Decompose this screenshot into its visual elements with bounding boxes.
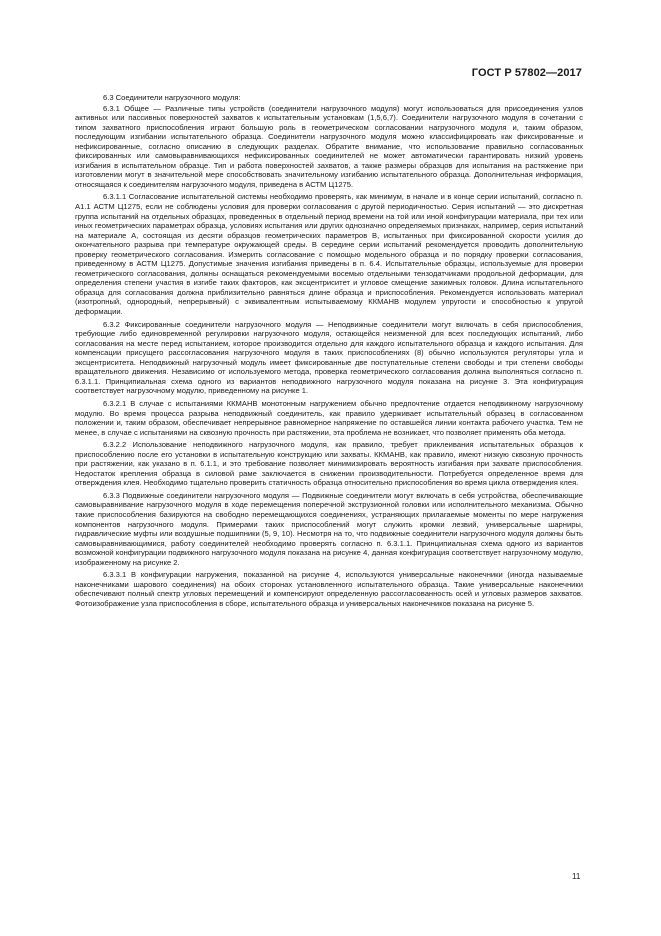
paragraph-6-3-2-1: 6.3.2.1 В случае с испытаниями ККМАНВ монотонным нагружением обычно предпочтение отдается неподвижному нагрузочному модулю. Во время процесса разрыва неподвижный соединитель, как правило удерживает испытательный образец в согласованном положении и, таким образом, обеспечивает непрерывное равномерное напряжение по оставшейся линии контакта рабочего участка. Тем не менее, в случае с испытаниями на сквозную прочность при растяжении, эта проблема не возникает, что позволяет применять оба метода. [75,398,583,437]
paragraph-6-3-2-2: 6.3.2.2 Использование неподвижного нагрузочного модуля, как правило, требует приклеивания испытательных образцов к приспособлению после его установки в испытательную конструкцию или захваты. ККМАНВ, как правило, имеют низкую сквозную прочность при растяжении, как указано в п. 6.1.1, и это требование позволяет минимизировать вероятность изгибания при захвате приспособления. Недостаток крепления образца в силовой раме заключается в снижении производительности. Потребуется определенное время для отверждения клея. Необходимо тщательно проверить статичность образца относительно приспособления во время цикла отверждения клея. [75,440,583,488]
document-code: ГОСТ Р 57802—2017 [471,67,582,79]
paragraph-6-3-3-1: 6.3.3.1 В конфигурации нагружения, показанной на рисунке 4, используются универсальные наконечники (иногда называемые наконечниками шарового соединения) на обоих сторонах установленного испытательного образца. Такие универсальные наконечники обеспечивают полный спектр угловых перемещений и компенсируют определенную рассогласованность осей и угловых размеров захватов. Фотоизображение узла приспособления в сборе, испытательного образца и универсальных наконечников показана на рисунке 5. [75,570,583,608]
paragraph-6-3-2: 6.3.2 Фиксированные соединители нагрузочного модуля — Неподвижные соединители могут включать в себя приспособления, требующие либо единовременной регулировки нагрузочного модуля, остающейся неизменной для всех последующих испытаний, либо согласования на месте перед испытанием, которое производится отдельно для каждого испытательного образца и каждого испытания. Для компенсации присущего рассогласования нагрузочного модуля в таких приспособлениях (8) обычно используются регуляторы угла и эксцентриситета. Неподвижный нагрузочный модуль имеет фиксированные две поступательные степени свободы и три степени свободы вращательного движения. Независимо от используемого метода, проверка геометрического согласования должна выполняться согласно п. 6.3.1.1. Принципиальная схема одного из вариантов неподвижного нагрузочного модуля показана на рисунке 3. Эта конфигурация соответствует нагрузочному модулю, приведенному на рисунке 1. [75,319,583,396]
document-body [75,93,583,611]
section-heading: 6.3 Соединители нагрузочного модуля: [103,93,241,102]
page-number: 11 [572,872,581,881]
paragraph-6-3-3: 6.3.3 Подвижные соединители нагрузочного модуля — Подвижные соединители могут включать в себя устройства, обеспечивающие самовыравнивание нагрузочного модуля в ходе перемещения поперечной экструзионной головки или исполнительного механизма. Обычно такие приспособления базируются на свободно перемещающихся соединениях, устраняющих прилагаемые моменты по мере нагружения компонентов нагрузочного модуля. Примерами таких приспособлений могут служить кромки лезвий, универсальные шарниры, гидравлические муфты или воздушные подшипники (5, 9, 10). Несмотря на то, что подвижные соединители нагрузочного модуля должны быть самовыравнивающимися, работу соединителей необходимо проверять согласно п. 6.3.1.1. Принципиальная схема одного из вариантов возможной конфигурации подвижного нагрузочного модуля показана на рисунке 4, данная конфигурация соответствует нагрузочному модулю, изображенному на рисунке 2. [75,490,583,567]
paragraph-6-3-1-1: 6.3.1.1 Согласование испытательной системы необходимо проверять, как минимум, в начале и в конце серии испытаний, согласно п. А1.1 АСТМ Ц1275, если не соблюдены условия для проверки согласования с другой периодичностью. Серия испытаний — это дискретная группа испытаний на отдельных образцах, проведенных в отдельный период времени на той или иной конфигурации материала, при тех или иных геометрических параметрах образца, условиях испытания или других однозначно определяемых признаках, например, серия испытаний на материале А, состоящая из десяти образцов геометрических параметров В, испытанных при фиксированной скорости усилия до окончательного разрыва при температуре окружающей среды. В середине серии испытаний рекомендуется проводить дополнительную проверку геометрического согласования. Измерить согласование с помощью модельного образца и по порядку проверки согласования, приведенному в АСТМ Ц1275. Допустимые значения изгибания приведены в п. 6.4. Испытательные образцы, используемые для проверки геометрического согласования, должны оснащаться рекомендуемыми восемью отдельными тензодатчиками продольной деформации, для определения степени участия в изгибе таких факторов, как эксцентриситет и угловое смещение зажимных головок. Длина испытательного образца для согласования должна приблизительно равняться длине образца и приспособления. Рекомендуется использовать материал (изотропный, однородный, непрерывный) с эквивалентным испытываемому ККМАНВ модулем упругости и способностью к упругой деформации. [75,192,583,317]
paragraph-6-3-1: 6.3.1 Общее — Различные типы устройств (соединители нагрузочного модуля) могут использоваться для присоединения узлов активных или пассивных поверхностей захватов к испытательным установкам (1,5,6,7). Соединители нагрузочного модуля в сочетании с типом захватного приспособления играют большую роль в геометрическом согласовании нагрузочного модуля и, таким образом, последующим изгибании испытательного образца. Соединители нагрузочного модуля можно классифицировать как фиксированные и нефиксированные, согласно описанию в следующих разделах. Обратите внимание, что использование правильно согласованных фиксированных или самовыравнивающихся нефиксированных соединителей не может автоматически гарантировать низкий уровень изгибания в испытательном образце. Тип и работа поверхностей захватов, а также размеры образцов для испытания на растяжение при изготовлении могут в значительной мере способствовать значительному изгибанию испытательного образца. Дополнительная информация, относящаяся к соединителям нагрузочного модуля, приведена в АСТМ Ц1275. [75,103,583,189]
